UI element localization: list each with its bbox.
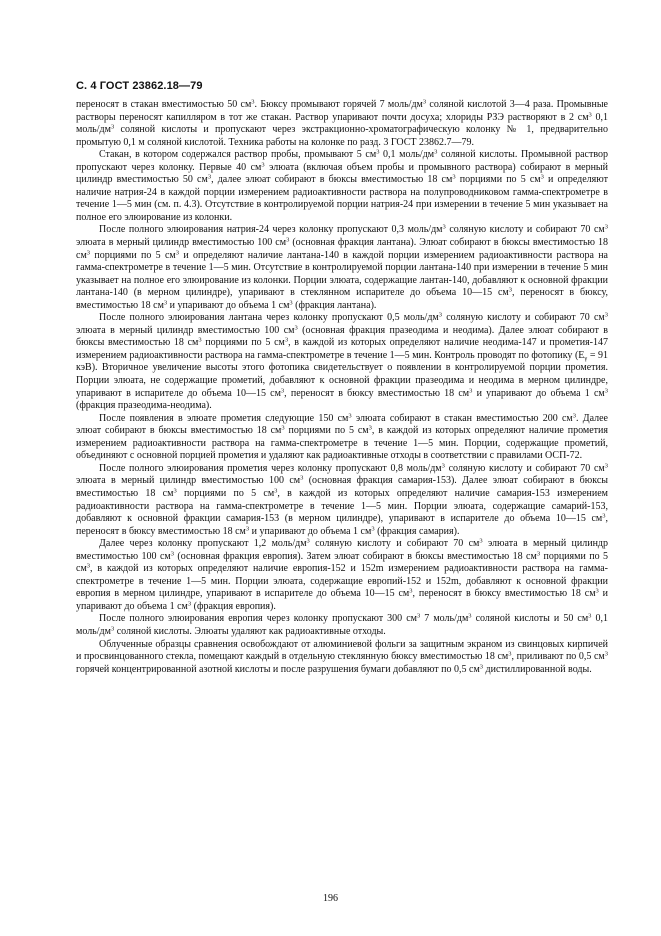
paragraph-6: После полного элюирования прометия через колонку пропускают 0,8 моль/$дм^3$ соляную кислоту и собирают 70 $см^3$ элюата в мерный цилиндр вместимостью 100 $см^3$ (основная фракция самария-153). Далее элюат собирают в бюксы вместимостью 18 $см^3$ порциями по 5 $см^3$, в каждой из которых определяют наличие самария-153 измерением радиоактивности раствора на гамма-спектрометре в течение 1—5 мин. Порции элюата, содержащие самарий-153, добавляют к основной фракции самария-153 (в мерном цилиндре), упаривают в испарителе до объема 10—15 $см^3$, переносят в бюксу вместимостью 18 $см^3$ и упаривают до объема 1 $см^3$ (фракция самария).: [76, 462, 609, 537]
paragraph-5: После появления в элюате прометия следующие 150 $см^3$ элюата собирают в стакан вместимостью 200 $см^3$. Далее элюат собирают в бюксы вместимостью 18 $см^3$ порциями по 5 $см^3$, в каждой из которых определяют наличие прометия измерением радиоактивности раствора на гамма-спектрометре в течение 1—5 мин. Порции, содержащие прометий, объединяют с основной порцией прометия и удаляют как радиоактивные отходы в соответствии с правилами ОСП-72.: [76, 412, 609, 462]
page-number: 196: [323, 893, 338, 904]
paragraph-7: Далее через колонку пропускают 1,2 моль/$дм^3$ соляную кислоту и собирают 70 $см^3$ элюата в мерный цилиндр вместимостью 100 $см^3$ (основная фракция европия). Затем элюат собирают в бюксы вместимостью 18 $см^3$ порциями по 5 $см^3$, в каждой из которых определяют наличие европия-152 и 152m измерением радиоактивности раствора на гамма-спектрометре в течение 1—5 мин. Порции элюата, содержащие европий-152 и 152m, добавляют к основной фракции европия в мерном цилиндре, упаривают в испарителе до объема 10—15 $см^3$, переносят в бюксу вместимостью 18 $см^3$ и упаривают до объема 1 $см^3$ (фракция европия).: [76, 537, 609, 612]
paragraph-8: После полного элюирования европия через колонку пропускают 300 $см^3$ 7 моль/$дм^3$ соляной кислоты и 50 $см^3$ 0,1 моль/$дм^3$ соляной кислоты. Элюаты удаляют как радиоактивные отходы.: [76, 612, 608, 637]
paragraph-3: После полного элюирования натрия-24 через колонку пропускают 0,3 моль/$дм^3$ соляную кислоту и собирают 70 $см^3$ элюата в мерный цилиндр вместимостью 100 $см^3$ (основная фракция лантана). Элюат собирают в бюксы вместимостью 18 $см^3$ порциями по 5 $см^3$ и определяют наличие лантана-140 в каждой порции измерением радиоактивности раствора на гамма-спектрометре в течение 1—5 мин. Отсутствие в контролируемой порции лантана-140 при измерении в течение 5 мин указывает на полное его элюирование из колонки. Порции элюата, содержащие лантан-140, добавляют к основной фракции лантана-140 (в мерном цилиндре), упаривают в стеклянном испарителе до объема 10—15 $см^3$, переносят в бюксу, вместимостью 18 $см^3$ и упаривают до объема 1 $см^3$ (фракция лантана).: [76, 223, 608, 311]
paragraph-1: переносят в стакан вместимостью 50 $см^3$. Бюксу промывают горячей 7 моль/$дм^3$ соляной кислотой 3—4 раза. Промывные растворы переносят капилляром в тот же стакан. Раствор упаривают почти досуха; хлориды РЗЭ растворяют в 2 $см^3$ 0,1 моль/$дм^3$ соляной кислоты и пропускают через экстракционно-хроматографическую колонку № 1, предварительно промытую 0,1 м соляной кислотой. Техника работы на колонке по разд. 3 ГОСТ 23862.7—79.: [76, 98, 609, 148]
paragraph-4: После полного элюирования лантана через колонку пропускают 0,5 моль/$дм^3$ соляную кислоту и собирают 70 $см^3$ элюата в мерный цилиндр вместимостью 100 $см^3$ (основная фракция празеодима и неодима). Далее элюат собирают в бюксы вместимостью 18 $см^3$ порциями по 5 $см^3$, в каждой из которых определяют наличие неодима-147 и прометия-147 измерением радиоактивности раствора на гамма-спектрометре в течение 1—5 мин. Контроль проводят по фотопику ($E_\gamma = 91$ кэВ). Вторичное увеличение высоты этого фотопика свидетельствует о появлении в контролируемой порции прометия. Порции элюата, не содержащие прометий, добавляют к основной фракции празеодима и неодима в мерном цилиндре, упаривают в испарителе до объема 10—15 $см^3$, переносят в бюксу вместимостью 18 $см^3$ и упаривают до объема 1 $см^3$ (фракция празеодима-неодима).: [76, 311, 609, 412]
paragraph-2: Стакан, в котором содержался раствор пробы, промывают 5 $см^3$ 0,1 моль/$дм^3$ соляной кислоты. Промывной раствор пропускают через колонку. Первые 40 $см^3$ элюата (включая объем пробы и промывного раствора) собирают в мерный цилиндр вместимостью 50 $см^3$, далее элюат собирают в бюксы вместимостью 18 $см^3$ порциями по 5 $см^3$ и определяют наличие натрия-24 в каждой порции измерением радиоактивности раствора на полупроводниковом гамма-спектрометре в течение 1—5 мин (см. п. 4.3). Отсутствие в контролируемой порции натрия-24 при измерении в течение 5 мин указывает на полное его элюирование из колонки.: [76, 148, 609, 223]
page-body: [76, 99, 608, 676]
paragraph-9: Облученные образцы сравнения освобождают от алюминиевой фольги за защитным экраном из свинцовых кирпичей и просвинцованного стекла, помещают каждый в отдельную стеклянную бюксу вместимостью 18 $см^3$, приливают по 0,5 $см^3$ горячей концентрированной азотной кислоты и после разрушения бумаги добавляют по 0,5 $см^3$ дистиллированной воды.: [76, 638, 608, 675]
page-header: С. 4 ГОСТ 23862.18—79: [76, 80, 203, 92]
